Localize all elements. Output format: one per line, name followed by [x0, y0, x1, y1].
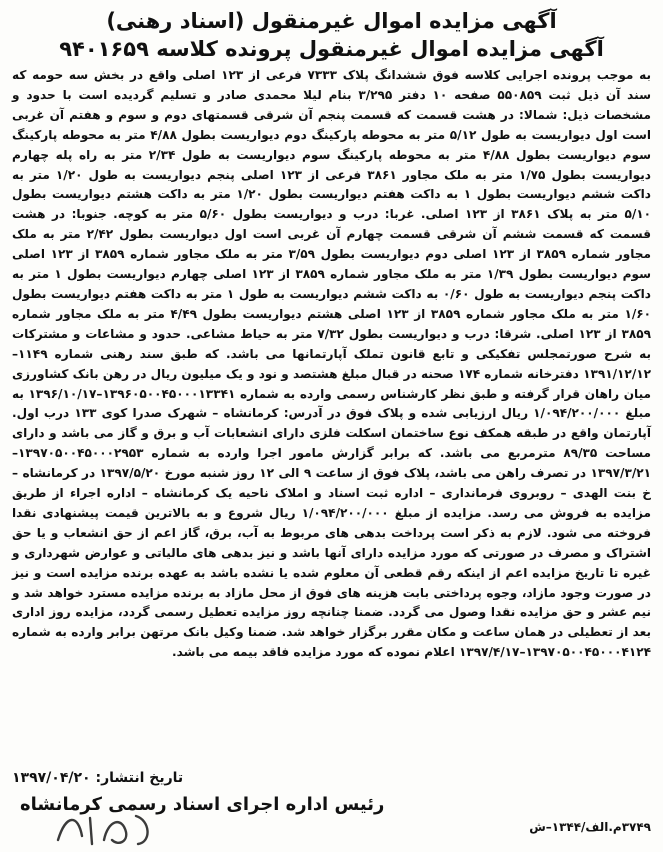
- ad-code: ۳۷۴۹م.الف/۱۳۴۴–ش: [529, 820, 651, 834]
- signature-line: رئیس اداره اجرای اسناد رسمی کرمانشاه: [20, 794, 385, 815]
- ad-subtitle: آگهی مزایده اموال غیرمنقول پرونده کلاسه ۹۴۰۱۶۵۹: [59, 37, 604, 61]
- handwritten-mark-icon: [52, 806, 162, 850]
- ad-footer: [12, 770, 651, 850]
- ad-title: آگهی مزایده اموال غیرمنقول (اسناد رهنی): [106, 9, 557, 33]
- ad-body-text: به موجب پرونده اجرایی کلاسه فوق ششدانگ پلاک ۷۳۳۳ فرعی از ۱۲۳ اصلی واقع در بخش سه حومه که سند آن ذیل ثبت ۵۵۰۸۵۹ صفحه ۱۰ دفتر ۳/۲۹۵ بنام لیلا محمدی صادر و تسلیم گردیده است با حدود و مشخصات ذیل: شمالا: در هشت قسمت که قسمت پنجم آن شرقی قسمتهای دوم و سوم و هفتم آن غربی است اول دیواریست به طول ۵/۱۲ متر به محوطه پارکینگ دوم دیواریست بطول ۴/۸۸ متر به محوطه پارکینگ سوم دیواریست بطول ۴/۸۸ متر به محوطه پارکینگ سوم دیواریست به طول ۲/۳۴ متر به راه پله چهارم دیواریست بطول ۱/۷۵ متر به ملک مجاور ۳۸۶۱ فرعی از ۱۲۳ اصلی پنجم دیواریست به طول ۱/۲۰ متر به داکت ششم دیواریست بطول ۱ به داکت هفتم دیواریست بطول ۱/۲۰ متر به داکت هشتم دیواریست بطول ۵/۱۰ متر به پلاک ۳۸۶۱ از ۱۲۳ اصلی. غربا: درب و دیواریست بطول ۵/۶۰ متر به کوچه. جنوبا: در هشت قسمت که قسمت ششم آن شرقی قسمت چهارم آن غربی است اول دیواریست بطول ۲/۴۲ متر به ملک مجاور شماره ۳۸۵۹ از ۱۲۳ اصلی دوم دیواریست بطول ۳/۵۹ متر به ملک مجاور شماره ۳۸۵۹ از ۱۲۳ اصلی سوم دیواریست بطول ۱/۳۹ متر به ملک مجاور شماره ۳۸۵۹ از ۱۲۳ اصلی چهارم دیواریست بطول ۱ متر به داکت پنجم دیواریست به طول ۰/۶۰ به داکت ششم دیواریست به طول ۱ متر به داکت هفتم دیواریست بطول ۱/۶۰ متر به ملک مجاور شماره ۳۸۵۹ از ۱۲۳ اصلی هشتم دیواریست بطول ۴/۴۹ متر به ملک مجاور شماره ۳۸۵۹ از ۱۲۳ اصلی. شرقا: درب و دیواریست بطول ۷/۳۲ متر به حیاط مشاعی. حدود و مشاعات و مشترکات به شرح صورتمجلس تفکیکی و تابع قانون تملک آپارتمانها می باشد. که طبق سند رهنی شماره ۱۱۴۹–۱۳۹۱/۱۲/۱۲ دفترخانه شماره ۱۷۴ صحنه در قبال مبلغ هشتصد و نود و یک میلیون ریال در رهن بانک کشاورزی میان راهان قرار گرفته و طبق نظر کارشناس رسمی وارده به شماره ۱۳۹۶۰۵۰۰۴۵۰۰۰۱۳۳۴۱–۱۳۹۶/۱۰/۱۷ به مبلغ ۱/۰۹۴/۲۰۰/۰۰۰ ریال ارزیابی شده و پلاک فوق در آدرس: کرمانشاه – شهرک صدرا کوی ۱۳۳ درب اول. آپارتمان واقع در طبقه همکف نوع ساختمان اسکلت فلزی دارای انشعابات آب و برق و گاز می باشد و دارای مساحت ۸۹/۳۵ مترمربع می باشد. که برابر گزارش مامور اجرا وارده به شماره ۱۳۹۷۰۵۰۰۴۵۰۰۰۲۹۵۳–۱۳۹۷/۳/۲۱ در تصرف راهن می باشد، پلاک فوق از ساعت ۹ الی ۱۲ روز شنبه مورخ ۱۳۹۷/۵/۲۰ در کرمانشاه – خ بنت الهدی – روبروی فرمانداری – اداره ثبت اسناد و املاک ناحیه یک کرمانشاه – اداره اجراء از طریق مزایده به فروش می رسد. مزایده از مبلغ ۱/۰۹۴/۲۰۰/۰۰۰ ریال شروع و به بالاترین قیمت پیشنهادی نقدا فروخته می شود. لازم به ذکر است پرداخت بدهی های مربوط به آب، برق، گاز اعم از حق انشعاب و یا حق اشتراک و مصرف در صورتی که مورد مزایده دارای آنها باشد و نیز بدهی های مالیاتی و عوارض شهرداری و غیره تا تاریخ مزایده اعم از اینکه رقم قطعی آن معلوم شده یا نشده باشد به عهده برنده مزایده است و نیز در صورت وجود مازاد، وجوه پرداختی بابت هزینه های فوق از محل مازاد به برنده مزایده مسترد خواهد شد و نیم عشر و حق مزایده نقدا وصول می گردد. ضمنا چنانچه روز مزایده تعطیل رسمی گردد، مزایده روز اداری بعد از تعطیلی در همان ساعت و مکان مقرر برگزار خواهد شد. ضمنا وکیل بانک مرتهن برابر وارده به شماره ۱۳۹۷۰۵۰۰۴۵۰۰۰۴۱۲۴–۱۳۹۷/۴/۱۷ اعلام نموده که مورد مزایده فاقد بیمه می باشد.: [12, 68, 652, 660]
- publish-date: تاریخ انتشار: ۱۳۹۷/۰۴/۲۰: [12, 770, 184, 786]
